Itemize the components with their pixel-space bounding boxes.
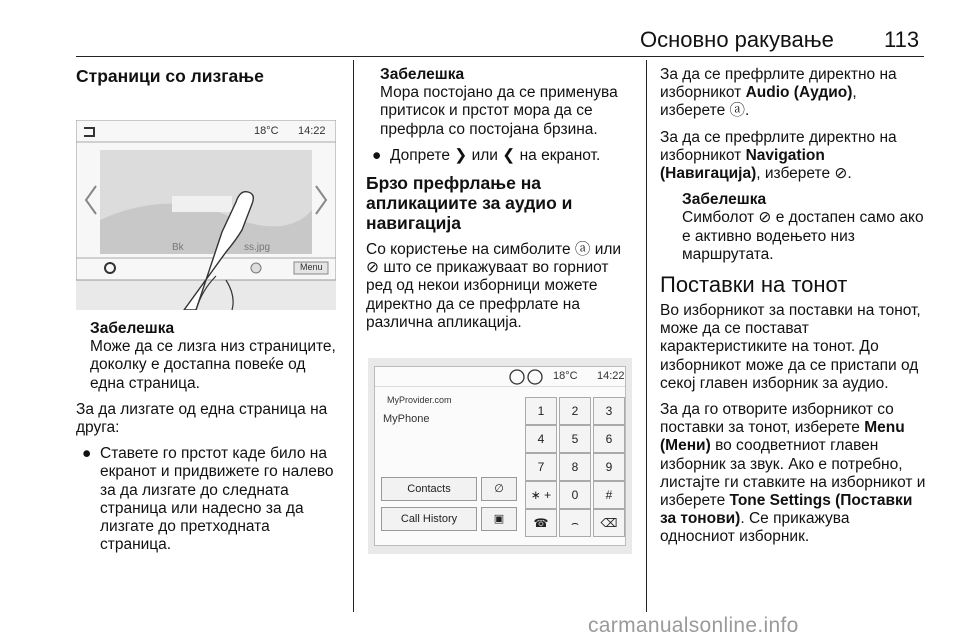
paragraph-navigation-switch: За да се префрлите директно на изборникот Navigation (Навигација), изберете ⊘. xyxy=(660,128,897,183)
bullet-dot: ● xyxy=(372,146,382,164)
keypad-key[interactable]: 0 xyxy=(559,481,591,509)
column-1-text xyxy=(76,320,344,562)
mute-mic-button[interactable]: ∅ xyxy=(481,477,517,501)
section-heading-tone-settings: Поставки на тонот xyxy=(660,272,848,298)
paragraph-swipe-intro: За да лизгате од една страница на друга: xyxy=(76,400,328,437)
figure-time: 14:22 xyxy=(298,125,326,137)
navigation-symbol-icon: ⊘ xyxy=(834,165,848,183)
keypad-key[interactable]: 3 xyxy=(593,397,625,425)
note-text: Може да се лизга низ страниците, доколку е достапна повеќе од една страница. xyxy=(90,338,336,392)
note-title: Забелешка xyxy=(380,66,465,83)
keypad-key[interactable]: 2 xyxy=(559,397,591,425)
figure-temperature: 18°C xyxy=(254,125,279,137)
watermark: carmanualsonline.info xyxy=(588,614,799,637)
header-rule xyxy=(76,56,924,57)
phone-device-name: MyPhone xyxy=(383,413,430,425)
swipe-screen-illustration xyxy=(76,120,336,310)
keypad-key[interactable]: # xyxy=(593,481,625,509)
keypad-key[interactable]: 7 xyxy=(525,453,557,481)
column-divider-1 xyxy=(353,60,354,612)
paragraph-audio-switch: За да се префрлите директно на изборникот Audio (Аудио), изберете ⓐ. xyxy=(660,66,897,120)
column-3 xyxy=(660,66,926,555)
note-text: Симболот ⊘ е достапен само ако е активно водењето низ маршрутата. xyxy=(682,209,924,263)
running-header-title: Основно ракување xyxy=(640,27,834,52)
figure-filename-left: Bk xyxy=(172,242,184,253)
section-heading-scrolling: Страници со лизгање xyxy=(76,66,264,86)
navigation-symbol-icon: ⊘ xyxy=(366,259,379,277)
keypad-key[interactable]: 9 xyxy=(593,453,625,481)
keypad-key[interactable]: 8 xyxy=(559,453,591,481)
phone-screen xyxy=(374,366,626,546)
audio-symbol-icon: ⓐ xyxy=(729,102,746,120)
column-1 xyxy=(76,66,344,94)
note-scroll-pages xyxy=(76,320,344,393)
keypad-key[interactable]: ∗ + xyxy=(525,481,557,509)
keypad-key[interactable]: 6 xyxy=(593,425,625,453)
phone-time: 14:22 xyxy=(597,370,625,382)
note-title: Забелешка xyxy=(682,191,767,209)
bullet-text: Ставете го прстот каде било на екранот и придвижете го налево за да лизгате до следната страница или надесно за да лизгате до претходната страница. xyxy=(100,445,334,554)
note-constant-pressure xyxy=(366,66,638,139)
section-heading-quick-switch: Брзо префрлање на апликациите за аудио и навигација xyxy=(366,173,573,234)
note-navigation-symbol xyxy=(660,191,926,264)
bullet-text-b: на екранот. xyxy=(519,146,601,164)
note-title: Забелешка xyxy=(90,320,175,337)
paragraph-tone-intro: Во изборникот за поставки на тонот, може да се постават карактеристиките на тонот. До изборникот може да се пристапи од секој главен изборник за аудио. xyxy=(660,302,921,392)
bullet-swipe xyxy=(76,445,344,554)
paragraph-quick-switch: Со користење на симболите ⓐ или ⊘ што се прикажуваат во горниот ред од некои изборници можете директно да се префрлате на различна апликација. xyxy=(366,241,622,331)
note-text: Мора постојано да се применува притисок и прстот мора да се префрла со постојана брзина. xyxy=(380,84,618,138)
paragraph-tone-open: За да го отворите изборникот со поставки за тонот, изберете Menu (Мени) во соодветниот главен изборник за звук. Ако е потребно, листајте ги ставките на изборникот и изберете Tone Settings (Поставки за тонови). Се прикажува односниот изборник. xyxy=(660,401,926,546)
phone-status-bar xyxy=(375,367,625,387)
backspace-button[interactable]: ⌫ xyxy=(593,509,625,537)
phone-provider: MyProvider.com xyxy=(387,395,452,405)
contacts-button[interactable]: Contacts xyxy=(381,477,477,501)
handsfree-button[interactable]: ▣ xyxy=(481,507,517,531)
bullet-text-or: или xyxy=(471,146,498,164)
chevron-right-icon: ❯ xyxy=(454,146,468,164)
column-2 xyxy=(366,66,638,340)
swipe-figure xyxy=(76,120,336,310)
figure-menu-button: Menu xyxy=(300,262,323,272)
audio-symbol-icon: ⓐ xyxy=(574,241,591,259)
navigation-symbol-icon: ⊘ xyxy=(758,209,772,227)
keypad-key[interactable]: 5 xyxy=(559,425,591,453)
page-number: 113 xyxy=(884,27,920,52)
bullet-dot: ● xyxy=(82,445,92,463)
phone-figure xyxy=(368,358,632,554)
phone-temperature: 18°C xyxy=(553,370,578,382)
column-divider-2 xyxy=(646,60,647,612)
hang-up-button[interactable]: ⌢ xyxy=(559,509,591,537)
figure-filename-right: ss.jpg xyxy=(244,242,271,253)
keypad-key[interactable]: 1 xyxy=(525,397,557,425)
bullet-touch-arrows xyxy=(366,147,638,165)
keypad-key[interactable]: 4 xyxy=(525,425,557,453)
call-button[interactable]: ☎ xyxy=(525,509,557,537)
call-history-button[interactable]: Call History xyxy=(381,507,477,531)
bullet-text-a: Допрете xyxy=(390,146,450,164)
chevron-left-icon: ❮ xyxy=(502,146,516,164)
